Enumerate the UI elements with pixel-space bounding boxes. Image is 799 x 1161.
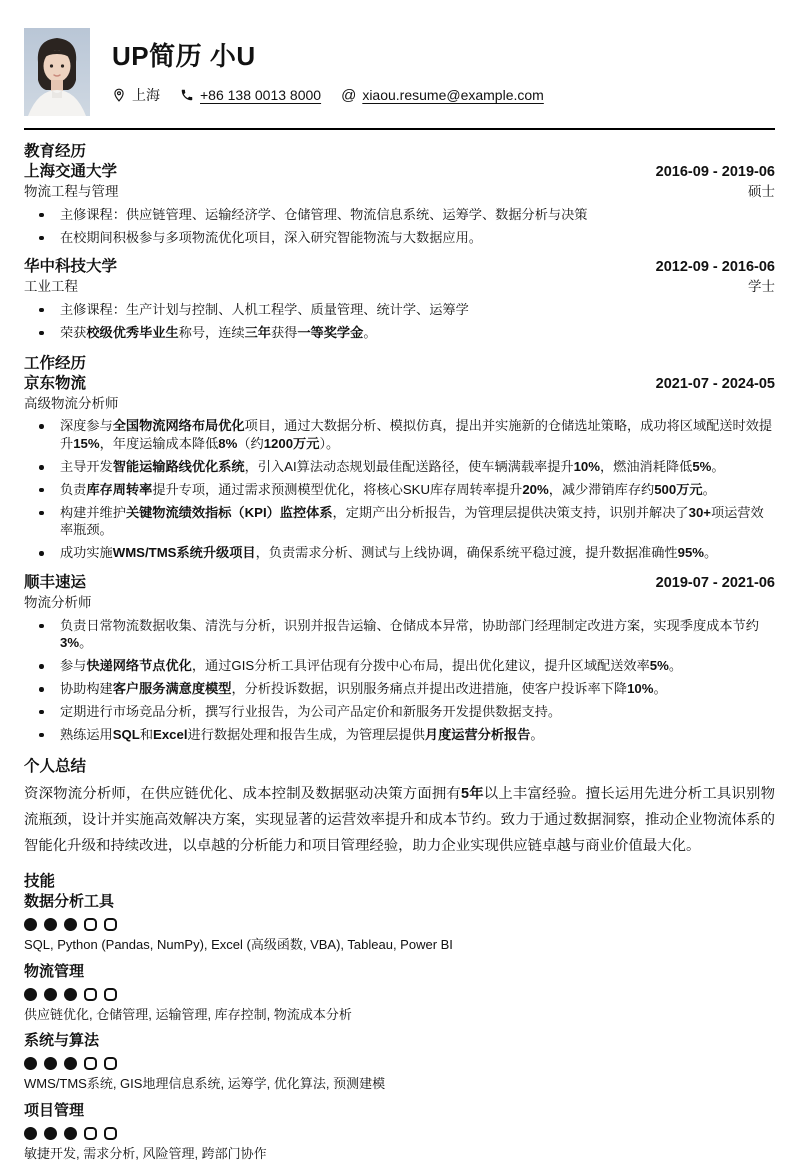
bullet-item: 深度参与全国物流网络布局优化项目，通过大数据分析、模拟仿真，提出并实施新的仓储选址策略，成功将区域配送时效提升15%，年度运输成本降低8%（约1200万元）。 xyxy=(24,417,775,453)
skill-level-indicator xyxy=(24,1057,775,1070)
skill-dot-filled xyxy=(24,918,37,931)
education-entries xyxy=(24,163,775,341)
location-pin-icon xyxy=(112,87,126,103)
bullet-item: 主修课程：供应链管理、运输经济学、仓储管理、物流信息系统、运筹学、数据分析与决策 xyxy=(24,206,775,224)
at-icon: @ xyxy=(341,86,357,104)
bullet-list xyxy=(24,417,775,562)
bullet-item: 构建并维护关键物流绩效指标（KPI）监控体系，定期产出分析报告，为管理层提供决策支持，识别并解决了30+项运营效率瓶颈。 xyxy=(24,504,775,540)
section-title-summary: 个人总结 xyxy=(24,758,87,776)
bullet-item: 协助构建客户服务满意度模型，分析投诉数据，识别服务痛点并提出改进措施，使客户投诉率下降10%。 xyxy=(24,680,775,698)
bullet-item: 荣获校级优秀毕业生称号，连续三年获得一等奖学金。 xyxy=(24,324,775,342)
skill-group xyxy=(24,1032,775,1092)
entry-head xyxy=(24,375,775,394)
skill-name: 系统与算法 xyxy=(24,1032,100,1050)
skill-dot-empty xyxy=(104,988,117,1001)
entry-subtitle xyxy=(24,396,775,413)
work-entry xyxy=(24,375,775,562)
skill-level-indicator xyxy=(24,988,775,1001)
skill-dot-filled xyxy=(64,1127,77,1140)
bullet-item: 负责库存周转率提升专项，通过需求预测模型优化，将核心SKU库存周转率提升20%，减少滞销库存约500万元。 xyxy=(24,481,775,499)
skill-detail: 供应链优化, 仓储管理, 运输管理, 库存控制, 物流成本分析 xyxy=(24,1006,352,1022)
bullet-list xyxy=(24,617,775,744)
skill-dot-empty xyxy=(84,1127,97,1140)
skill-dot-empty xyxy=(84,988,97,1001)
skill-dot-filled xyxy=(64,1057,77,1070)
skill-dot-filled xyxy=(44,988,57,1001)
company-name: 京东物流 xyxy=(24,374,87,392)
bullet-list xyxy=(24,206,775,247)
skill-detail: 敏捷开发, 需求分析, 风险管理, 跨部门协作 xyxy=(24,1145,267,1161)
date-range: 2021-07 - 2024-05 xyxy=(655,375,775,392)
skill-dot-empty xyxy=(84,1057,97,1070)
header-text xyxy=(112,28,544,105)
contact-row xyxy=(112,85,544,105)
section-title-work: 工作经历 xyxy=(24,354,87,372)
work-entry xyxy=(24,574,775,743)
job-title: 物流分析师 xyxy=(24,594,92,610)
skill-dot-filled xyxy=(44,918,57,931)
skill-groups xyxy=(24,893,775,1161)
summary-text: 资深物流分析师，在供应链优化、成本控制及数据驱动决策方面拥有5年以上丰富经验。擅长运用先进分析工具识别物流瓶颈，设计并实施高效解决方案，实现显著的运营效率提升和成本节约。致力于通过数据洞察，推动企业物流体系的智能化升级和持续改进，以卓越的分析能力和项目管理经验，助力企业实现供应链卓越与商业价值最大化。 xyxy=(24,785,775,854)
skill-dot-filled xyxy=(44,1057,57,1070)
skill-group xyxy=(24,1102,775,1161)
skill-dot-empty xyxy=(104,1127,117,1140)
candidate-name: UP简历 小U xyxy=(112,41,256,71)
bullet-item: 熟练运用SQL和Excel进行数据处理和报告生成，为管理层提供月度运营分析报告。 xyxy=(24,726,775,744)
education-entry xyxy=(24,163,775,246)
work-entries xyxy=(24,375,775,744)
date-range: 2012-09 - 2016-06 xyxy=(655,259,775,276)
skill-dot-empty xyxy=(104,1057,117,1070)
entry-subtitle xyxy=(24,595,775,612)
phone-icon xyxy=(180,88,194,102)
section-work xyxy=(24,354,775,744)
bullet-item: 成功实施WMS/TMS系统升级项目，负责需求分析、测试与上线协调，确保系统平稳过渡，提升数据准确性95%。 xyxy=(24,544,775,562)
date-range: 2019-07 - 2021-06 xyxy=(655,575,775,592)
bullet-item: 主修课程：生产计划与控制、人机工程学、质量管理、统计学、运筹学 xyxy=(24,301,775,319)
profile-photo xyxy=(24,28,90,116)
entry-head xyxy=(24,258,775,277)
location-item xyxy=(112,85,160,105)
entry-subtitle xyxy=(24,184,775,201)
skill-name: 数据分析工具 xyxy=(24,892,115,910)
skill-detail: WMS/TMS系统, GIS地理信息系统, 运筹学, 优化算法, 预测建模 xyxy=(24,1076,386,1092)
section-title-education: 教育经历 xyxy=(24,143,87,160)
bullet-item: 主导开发智能运输路线优化系统，引入AI算法动态规划最佳配送路径，使车辆满载率提升10%，燃油消耗降低5%。 xyxy=(24,458,775,476)
school-name: 华中科技大学 xyxy=(24,258,118,276)
skill-dot-empty xyxy=(84,918,97,931)
phone-item xyxy=(180,87,321,103)
skill-dot-filled xyxy=(64,988,77,1001)
entry-subtitle xyxy=(24,279,775,296)
skill-dot-filled xyxy=(24,1057,37,1070)
entry-head xyxy=(24,163,775,182)
section-title-skills: 技能 xyxy=(24,872,56,890)
bullet-item: 参与快递网络节点优化，通过GIS分析工具评估现有分拨中心布局，提出优化建议，提升区域配送效率5%。 xyxy=(24,657,775,675)
location-text: 上海 xyxy=(132,87,160,103)
bullet-item: 在校期间积极参与多项物流优化项目，深入研究智能物流与大数据应用。 xyxy=(24,229,775,247)
degree: 学士 xyxy=(748,279,775,295)
skill-dot-filled xyxy=(44,1127,57,1140)
bullet-item: 定期进行市场竞品分析，撰写行业报告，为公司产品定价和新服务开发提供数据支持。 xyxy=(24,703,775,721)
skill-detail: SQL, Python (Pandas, NumPy), Excel (高级函数, VBA), Tableau, Power BI xyxy=(24,936,453,952)
skill-dot-filled xyxy=(24,988,37,1001)
job-title: 高级物流分析师 xyxy=(24,395,119,411)
entry-head xyxy=(24,574,775,593)
skill-level-indicator xyxy=(24,918,775,931)
section-education xyxy=(24,142,775,342)
resume-header xyxy=(24,28,775,116)
section-summary xyxy=(24,757,775,859)
skill-dot-filled xyxy=(24,1127,37,1140)
bullet-item: 负责日常物流数据收集、清洗与分析，识别并报告运输、仓储成本异常，协助部门经理制定改进方案，实现季度成本节约3%。 xyxy=(24,617,775,653)
bullet-list xyxy=(24,301,775,342)
email-link[interactable]: xiaou.resume@example.com xyxy=(362,87,544,103)
school-name: 上海交通大学 xyxy=(24,163,118,181)
skill-name: 物流管理 xyxy=(24,962,85,980)
education-entry xyxy=(24,258,775,341)
major-name: 工业工程 xyxy=(24,279,78,295)
email-item xyxy=(341,87,544,104)
profile-photo-illustration xyxy=(24,28,90,116)
company-name: 顺丰速运 xyxy=(24,574,87,592)
skill-name: 项目管理 xyxy=(24,1101,85,1119)
skill-group xyxy=(24,963,775,1023)
section-skills xyxy=(24,872,775,1161)
date-range: 2016-09 - 2019-06 xyxy=(655,164,775,181)
degree: 硕士 xyxy=(748,183,775,199)
phone-link[interactable]: +86 138 0013 8000 xyxy=(200,87,322,103)
major-name: 物流工程与管理 xyxy=(24,183,119,199)
skill-group xyxy=(24,893,775,953)
skill-dot-empty xyxy=(104,918,117,931)
header-divider xyxy=(24,128,775,130)
skill-level-indicator xyxy=(24,1127,775,1140)
skill-dot-filled xyxy=(64,918,77,931)
